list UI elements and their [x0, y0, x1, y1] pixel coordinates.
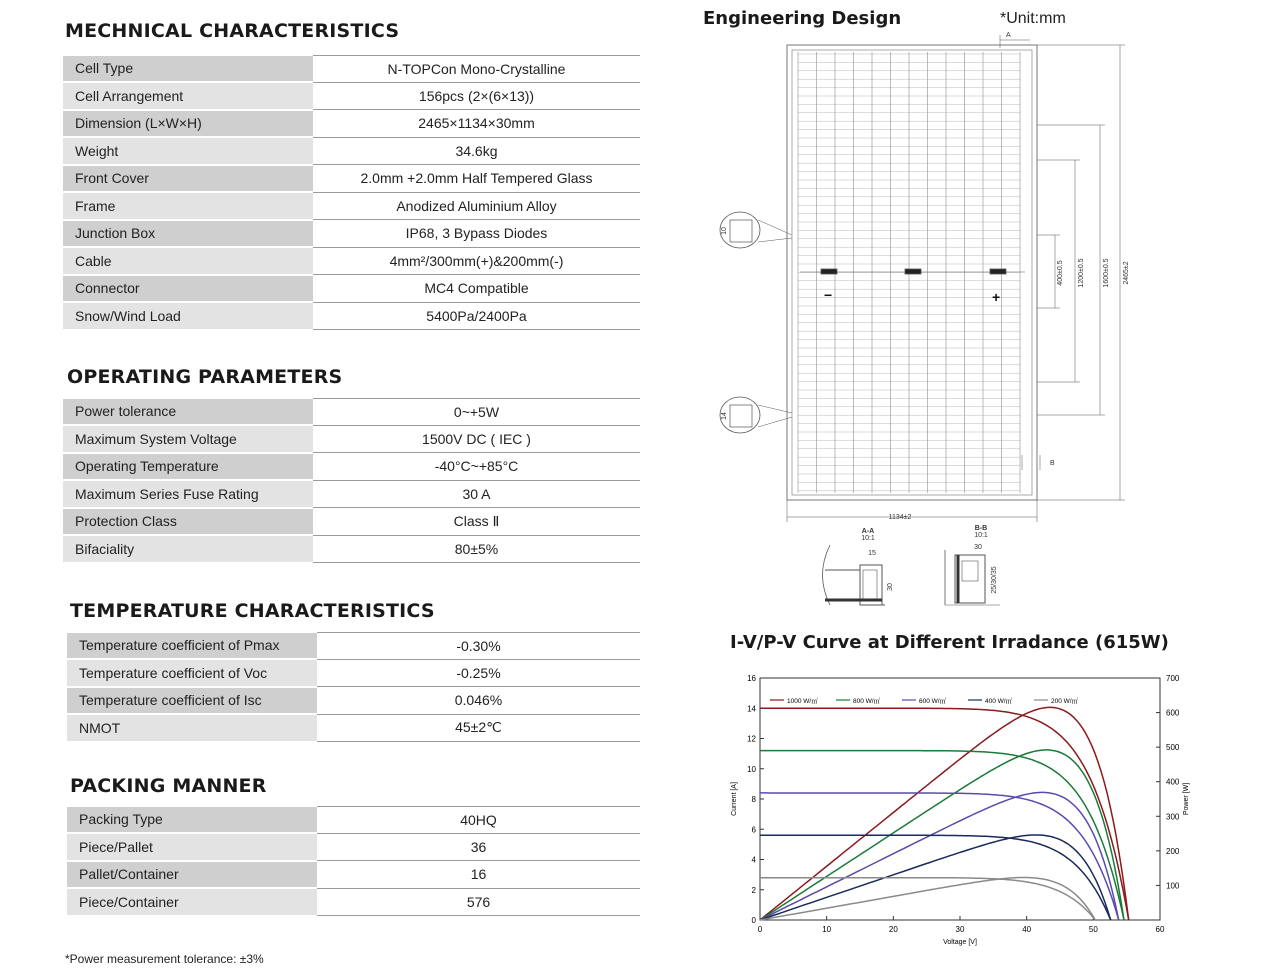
table-row: [63, 56, 640, 83]
dim-1200: 1200±0.5: [1078, 258, 1085, 288]
iv-curve: [760, 708, 1129, 920]
legend-entry: 600 W/㎡: [919, 698, 947, 705]
junction-box-mid: [905, 269, 921, 274]
row-value: 40HQ: [317, 807, 640, 834]
row-value: MC4 Compatible: [313, 275, 640, 303]
row-label: Maximum Series Fuse Rating: [63, 480, 313, 508]
row-value: 1500V DC ( IEC ): [313, 425, 640, 453]
hole-dim-14: 14: [721, 412, 728, 420]
x-tick-label: 0: [757, 925, 763, 934]
iv-curve: [760, 878, 1095, 920]
table-row: [67, 633, 640, 660]
junction-box-right: [990, 269, 1006, 274]
legend-entry: 400 W/㎡: [985, 698, 1013, 705]
x-tick-label: 40: [1022, 925, 1032, 934]
table-row: [67, 714, 640, 742]
y-tick-label: 10: [747, 764, 756, 774]
table-row: [63, 220, 640, 248]
table-row: [63, 480, 640, 508]
y2-tick-label: 600: [1166, 708, 1180, 718]
operating-title: OPERATING PARAMETERS: [67, 366, 343, 388]
dim-1600: 1600±0.5: [1103, 258, 1110, 288]
row-label: Front Cover: [63, 165, 313, 193]
row-value: 0~+5W: [313, 399, 640, 426]
row-value: N-TOPCon Mono-Crystalline: [313, 56, 640, 83]
y2-tick-label: 300: [1166, 812, 1180, 822]
row-value: Class Ⅱ: [313, 508, 640, 536]
row-label: Temperature coefficient of Pmax: [67, 633, 317, 660]
row-label: Dimension (L×W×H): [63, 110, 313, 138]
pv-curve: [760, 878, 1095, 921]
x-tick-label: 10: [822, 925, 832, 934]
x-tick-label: 20: [888, 925, 898, 934]
section-a-height: 30: [887, 583, 894, 591]
row-label: Connector: [63, 275, 313, 303]
row-value: 0.046%: [317, 687, 640, 715]
negative-terminal: −: [824, 287, 833, 303]
row-value: 2.0mm +2.0mm Half Tempered Glass: [313, 165, 640, 193]
y-tick-label: 0: [751, 916, 756, 925]
row-label: Piece/Container: [67, 888, 317, 916]
table-row: [67, 861, 640, 889]
row-label: Cell Type: [63, 56, 313, 83]
width-dimension: 1134±2: [888, 514, 912, 521]
row-value: -40°C~+85°C: [313, 453, 640, 481]
legend-entry: 800 W/㎡: [853, 698, 881, 705]
dim-400: 400±0.5: [1057, 260, 1064, 286]
section-b-width: 30: [974, 544, 982, 551]
packing-table: [67, 806, 640, 917]
row-value: 45±2℃: [317, 714, 640, 742]
row-value: Anodized Aluminium Alloy: [313, 192, 640, 220]
x-axis-label: Voltage [V]: [943, 939, 977, 946]
y2-tick-label: 700: [1166, 674, 1180, 683]
row-label: Frame: [63, 192, 313, 220]
section-b-label: B-B: [974, 525, 988, 532]
row-label: Power tolerance: [63, 399, 313, 426]
table-row: [63, 275, 640, 303]
section-b-scale: 10:1: [974, 532, 988, 539]
x-tick-label: 60: [1155, 925, 1165, 934]
table-row: [67, 833, 640, 861]
row-value: -0.25%: [317, 659, 640, 687]
row-label: Maximum System Voltage: [63, 425, 313, 453]
row-label: Cell Arrangement: [63, 82, 313, 110]
operating-table: [63, 398, 640, 564]
row-value: 34.6kg: [313, 137, 640, 165]
table-row: [67, 687, 640, 715]
row-label: NMOT: [67, 714, 317, 742]
y-tick-label: 8: [751, 795, 756, 804]
row-label: Bifaciality: [63, 535, 313, 563]
section-b-height: 25/30/35: [991, 566, 998, 594]
power-tolerance-footnote: *Power measurement tolerance: ±3%: [65, 952, 264, 966]
hole-dim-10: 10: [721, 227, 728, 235]
row-label: Operating Temperature: [63, 453, 313, 481]
row-label: Cable: [63, 247, 313, 275]
y-tick-label: 6: [751, 825, 756, 835]
packing-title: PACKING MANNER: [70, 775, 267, 797]
row-value: IP68, 3 Bypass Diodes: [313, 220, 640, 248]
y-tick-label: 2: [751, 885, 756, 895]
table-row: [63, 535, 640, 563]
row-label: Packing Type: [67, 807, 317, 834]
table-row: [63, 110, 640, 138]
y-tick-label: 12: [747, 734, 756, 744]
table-row: [63, 302, 640, 330]
table-row: [63, 453, 640, 481]
table-row: [63, 247, 640, 275]
row-label: Pallet/Container: [67, 861, 317, 889]
y2-axis-label: Power [W]: [1183, 782, 1190, 816]
x-tick-label: 50: [1088, 925, 1098, 934]
table-row: [63, 508, 640, 536]
row-value: 576: [317, 888, 640, 916]
row-label: Temperature coefficient of Isc: [67, 687, 317, 715]
y-tick-label: 16: [747, 674, 756, 683]
table-row: [63, 399, 640, 426]
y2-tick-label: 200: [1166, 846, 1180, 856]
unit-label: *Unit:mm: [1000, 10, 1066, 27]
table-row: [63, 137, 640, 165]
row-label: Temperature coefficient of Voc: [67, 659, 317, 687]
row-label: Piece/Pallet: [67, 833, 317, 861]
table-row: [63, 165, 640, 193]
table-row: [63, 82, 640, 110]
row-value: 4mm²/300mm(+)&200mm(-): [313, 247, 640, 275]
section-a-width: 15: [868, 550, 876, 557]
table-row: [67, 807, 640, 834]
table-row: [63, 192, 640, 220]
y2-tick-label: 400: [1166, 777, 1180, 787]
row-value: 36: [317, 833, 640, 861]
chart-title: I-V/P-V Curve at Different Irradance (615W): [730, 632, 1169, 653]
row-value: 16: [317, 861, 640, 889]
mechanical-table: [63, 55, 640, 331]
legend-entry: 200 W/㎡: [1051, 698, 1079, 705]
row-value: -0.30%: [317, 633, 640, 660]
section-a-label: A-A: [861, 528, 875, 535]
section-a-scale: 10:1: [861, 535, 875, 542]
x-tick-label: 30: [955, 925, 965, 934]
row-label: Protection Class: [63, 508, 313, 536]
row-value: 80±5%: [313, 535, 640, 563]
row-value: 5400Pa/2400Pa: [313, 302, 640, 330]
y2-tick-label: 100: [1166, 881, 1180, 891]
row-label: Weight: [63, 137, 313, 165]
row-value: 156pcs (2×(6×13)): [313, 82, 640, 110]
section-marker-b: B: [1050, 460, 1055, 467]
y-tick-label: 4: [751, 855, 756, 865]
row-value: 30 A: [313, 480, 640, 508]
positive-terminal: +: [992, 289, 1001, 305]
row-label: Snow/Wind Load: [63, 302, 313, 330]
y-axis-label: Current [A]: [731, 782, 738, 816]
y-tick-label: 14: [747, 704, 756, 714]
engineering-title: Engineering Design: [703, 8, 902, 29]
section-marker-a: A: [1006, 32, 1011, 39]
y2-tick-label: 500: [1166, 743, 1180, 753]
table-row: [67, 659, 640, 687]
legend-entry: 1000 W/㎡: [787, 698, 818, 705]
table-row: [63, 425, 640, 453]
plot-area: [760, 678, 1160, 920]
mechanical-title: MECHNICAL CHARACTERISTICS: [65, 20, 400, 42]
row-value: 2465×1134×30mm: [313, 110, 640, 138]
temperature-table: [67, 632, 640, 743]
iv-pv-chart: [720, 670, 1200, 950]
temperature-title: TEMPERATURE CHARACTERISTICS: [70, 600, 435, 622]
junction-box-left: [821, 269, 837, 274]
row-label: Junction Box: [63, 220, 313, 248]
length-dimension: 2465±2: [1123, 261, 1130, 285]
table-row: [67, 888, 640, 916]
engineering-drawing: [700, 30, 1260, 630]
